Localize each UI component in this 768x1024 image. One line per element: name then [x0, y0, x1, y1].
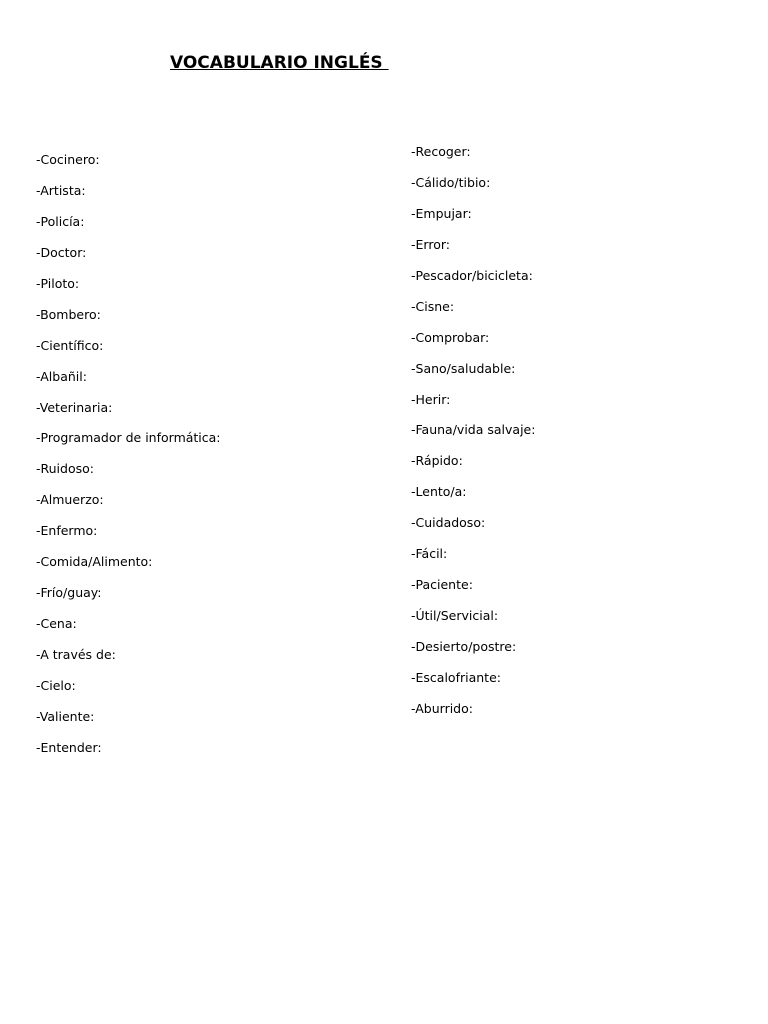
vocabulary-item: -A través de:	[36, 647, 116, 662]
vocabulary-item: -Error:	[411, 236, 450, 252]
vocabulary-item: -Almuerzo:	[36, 492, 104, 508]
vocabulary-list-right	[411, 144, 535, 732]
vocabulary-item: -Fauna/vida salvaje:	[411, 422, 536, 438]
vocabulary-item: -Herir:	[411, 391, 451, 407]
vocabulary-item: -Cisne:	[411, 298, 455, 314]
vocabulary-item: -Fácil:	[411, 546, 448, 562]
vocabulary-item: -Bombero:	[36, 306, 101, 322]
vocabulary-item: -Doctor:	[36, 244, 87, 260]
vocabulary-item: -Piloto:	[36, 275, 80, 291]
vocabulary-item: -Cuidadoso:	[411, 515, 486, 531]
vocabulary-item: -Comida/Alimento:	[36, 554, 153, 570]
vocabulary-item: -Cielo:	[36, 677, 76, 693]
vocabulary-item: -Entender:	[36, 739, 102, 755]
vocabulary-item: -Aburrido:	[411, 700, 473, 716]
vocabulary-item: -Artista:	[36, 182, 86, 198]
vocabulary-item: -Cocinero:	[36, 152, 100, 167]
vocabulary-item: -Desierto/postre:	[411, 639, 517, 654]
vocabulary-item: -Lento/a:	[411, 484, 467, 500]
vocabulary-item: -Científico:	[36, 337, 104, 353]
vocabulary-item: -Pescador/bicicleta:	[411, 267, 533, 283]
vocabulary-item: -Empujar:	[411, 205, 472, 221]
vocabulary-item: -Útil/Servicial:	[411, 608, 499, 624]
vocabulary-item: -Policía:	[36, 213, 85, 229]
vocabulary-list-left	[36, 152, 221, 771]
vocabulary-item: -Comprobar:	[411, 329, 490, 345]
vocabulary-item: -Rápido:	[411, 453, 463, 469]
vocabulary-item: -Cena:	[36, 616, 77, 632]
vocabulary-item: -Recoger:	[411, 144, 471, 159]
vocabulary-item: -Albañil:	[36, 368, 87, 384]
vocabulary-item: -Paciente:	[411, 577, 473, 593]
page-title: VOCABULARIO INGLÉS	[170, 53, 389, 73]
vocabulary-item: -Veterinaria:	[36, 399, 113, 415]
vocabulary-item: -Ruidoso:	[36, 461, 94, 477]
vocabulary-item: -Frío/guay:	[36, 585, 102, 601]
vocabulary-item: -Cálido/tibio:	[411, 174, 491, 190]
vocabulary-item: -Escalofriante:	[411, 669, 501, 685]
vocabulary-item: -Valiente:	[36, 708, 95, 724]
vocabulary-item: -Enfermo:	[36, 523, 98, 539]
vocabulary-item: -Sano/saludable:	[411, 360, 516, 376]
vocabulary-item: -Programador de informática:	[36, 430, 221, 446]
